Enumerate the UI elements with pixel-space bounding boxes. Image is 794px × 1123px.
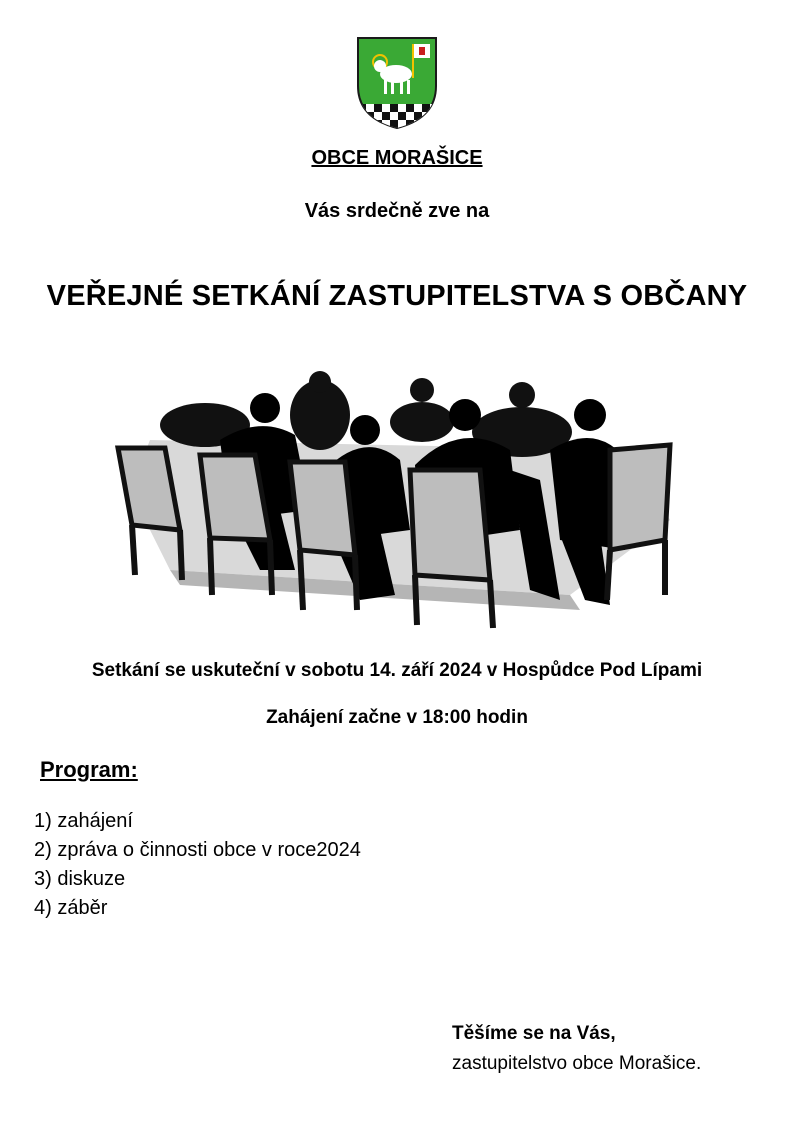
program-list xyxy=(34,807,361,923)
village-name: OBCE MORAŠICE xyxy=(311,147,483,169)
meeting-date-location: Setkání se uskuteční v sobotu 14. září 2024 v Hospůdce Pod Lípami xyxy=(91,660,703,681)
closing-signatory: zastupitelstvo obce Morašice. xyxy=(452,1053,702,1074)
invite-line: Vás srdečně zve na xyxy=(304,200,490,222)
closing-greeting: Těšíme se na Vás, xyxy=(452,1023,616,1044)
program-heading: Program: xyxy=(40,757,138,782)
closing-signature xyxy=(452,1019,701,1079)
meeting-silhouette-icon xyxy=(110,370,690,635)
page-title: VEŘEJNÉ SETKÁNÍ ZASTUPITELSTVA S OBČANY xyxy=(46,280,748,312)
meeting-start-time: Zahájení začne v 18:00 hodin xyxy=(266,707,528,728)
village-coat-of-arms-icon xyxy=(356,36,438,130)
program-item: 1) zahájení xyxy=(34,810,133,832)
program-item: 3) diskuze xyxy=(34,868,126,890)
program-item: 4) záběr xyxy=(34,897,108,919)
program-item: 2) zpráva o činnosti obce v roce2024 xyxy=(34,839,361,861)
